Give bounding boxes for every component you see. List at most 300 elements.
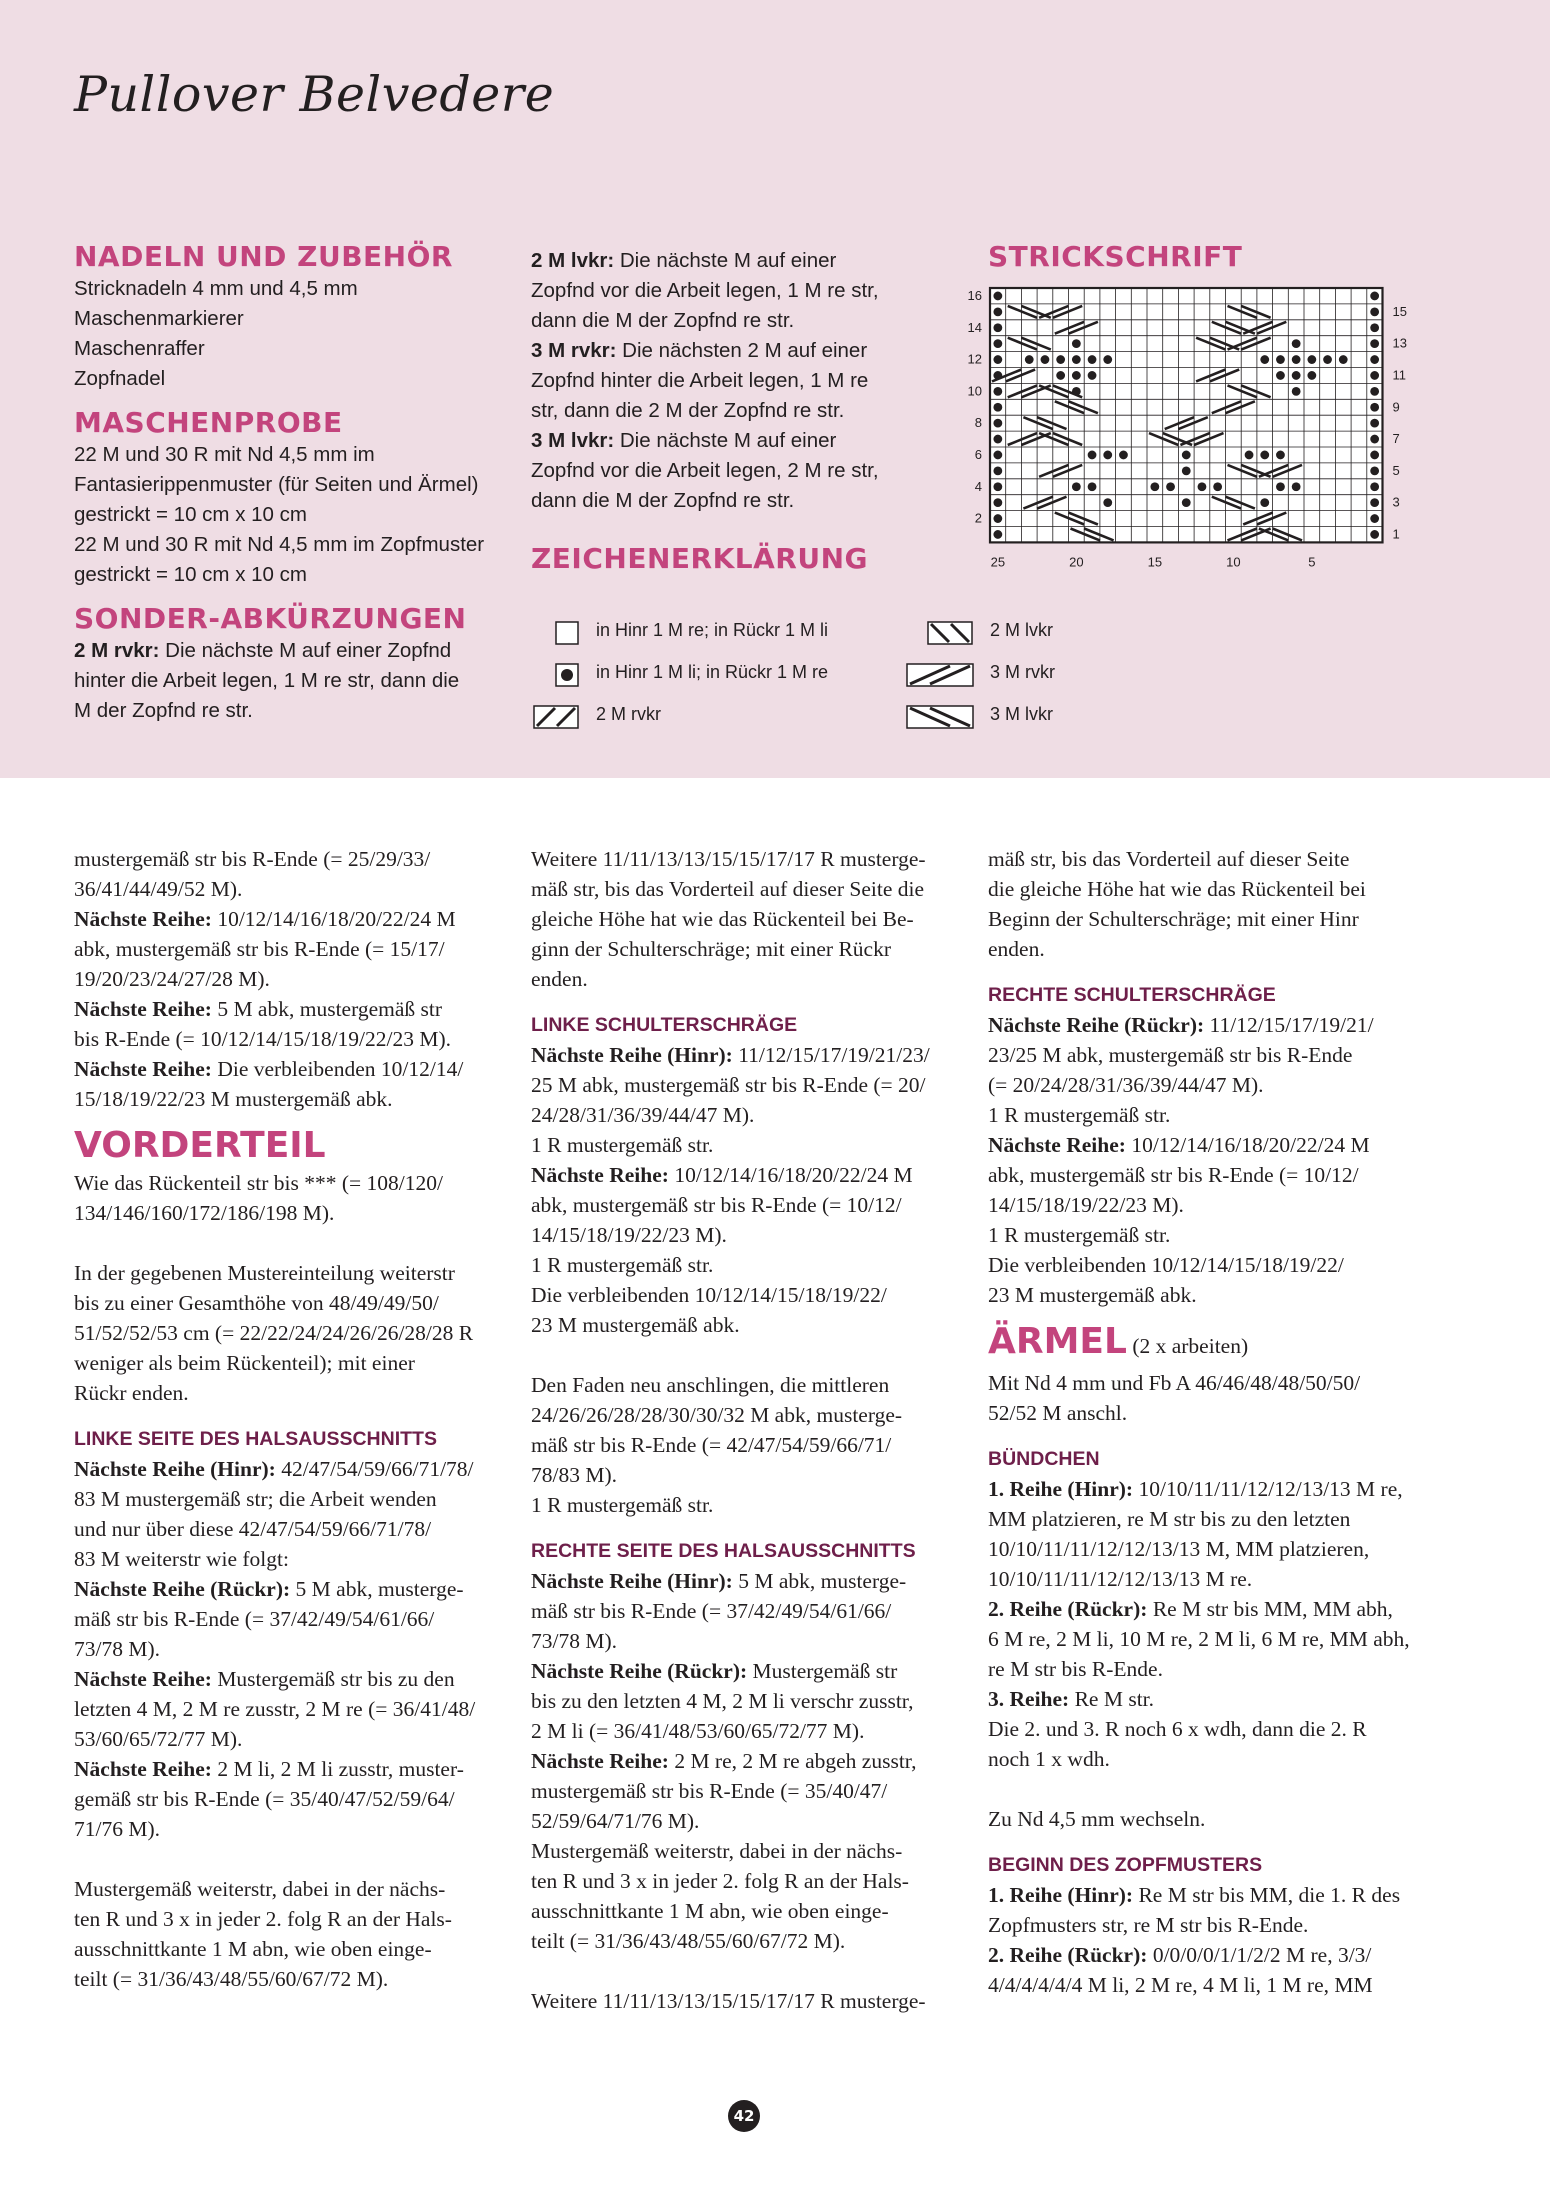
line-text: 0/0/0/0/1/1/2/2 M re, 3/3/ xyxy=(1147,1943,1372,1967)
chart-purl-dot xyxy=(993,482,1002,491)
text-line xyxy=(531,874,971,904)
line-text: Mustergemäß str bis zu den xyxy=(211,1667,455,1691)
text-line xyxy=(531,1566,971,1596)
text-line xyxy=(988,874,1458,904)
chart-purl-dot xyxy=(1370,355,1379,364)
chart-purl-dot xyxy=(1370,451,1379,460)
text-line xyxy=(74,904,514,934)
chart-purl-dot xyxy=(993,498,1002,507)
line-text: enden. xyxy=(531,967,588,991)
line-text: mustergemäß str bis R-Ende (= 35/40/47/ xyxy=(531,1779,888,1803)
text-block xyxy=(531,1566,971,2016)
text-block xyxy=(531,844,971,994)
text-line xyxy=(988,1190,1458,1220)
chart-purl-dot xyxy=(1370,419,1379,428)
abbreviation-text: Die nächste M auf einer xyxy=(614,429,837,452)
subheading-left-shoulder: LINKE SCHULTERSCHRÄGE xyxy=(531,1014,798,1036)
line-text: 24/28/31/36/39/44/47 M). xyxy=(531,1103,755,1127)
abbreviation-term: 3 M rvkr: xyxy=(531,339,617,362)
legend-label: 3 M rvkr xyxy=(990,662,1055,682)
line-text: re M str bis R-Ende. xyxy=(988,1657,1163,1681)
chart-row-label: 15 xyxy=(1392,303,1407,319)
chart-row-label: 8 xyxy=(974,415,982,431)
line-text: gemäß str bis R-Ende (= 35/40/47/52/59/64/ xyxy=(74,1787,455,1811)
line-text: 15/18/19/22/23 M mustergemäß abk. xyxy=(74,1087,393,1111)
chart-purl-dot xyxy=(1182,498,1191,507)
text-line xyxy=(988,1534,1458,1564)
text-line xyxy=(74,1694,514,1724)
chart-purl-dot xyxy=(1276,451,1285,460)
line-text: 1 R mustergemäß str. xyxy=(988,1103,1171,1127)
text-line: Maschenraffer xyxy=(74,337,205,360)
line-text: 24/26/26/28/28/30/30/32 M abk, musterge- xyxy=(531,1403,903,1427)
text-line xyxy=(74,994,514,1024)
chart-row-label: 14 xyxy=(967,319,982,335)
line-text: Die verbleibenden 10/12/14/ xyxy=(211,1057,464,1081)
line-text: 52/59/64/71/76 M). xyxy=(531,1809,700,1833)
line-text: (= 20/24/28/31/36/39/44/47 M). xyxy=(988,1073,1264,1097)
bold-term: Nächste Reihe (Rückr): xyxy=(74,1577,291,1601)
chart-row-label: 5 xyxy=(1392,462,1400,478)
legend-label: in Hinr 1 M re; in Rückr 1 M li xyxy=(596,620,829,640)
text-line xyxy=(531,1836,971,1866)
abbreviation-line xyxy=(531,246,951,276)
chart-purl-dot xyxy=(1292,482,1301,491)
line-text: 14/15/18/19/22/23 M). xyxy=(988,1193,1184,1217)
chart-purl-dot xyxy=(1276,371,1285,380)
text-line xyxy=(74,1784,514,1814)
bold-term: Nächste Reihe: xyxy=(74,1667,212,1691)
line-text: 10/10/11/11/12/12/13/13 M re. xyxy=(988,1567,1253,1591)
chart-purl-dot xyxy=(1260,355,1269,364)
line-text: mäß str bis R-Ende (= 37/42/49/54/61/66/ xyxy=(74,1607,435,1631)
text-line xyxy=(531,1746,971,1776)
abbreviation-text: Zopfnd vor die Arbeit legen, 1 M re str, xyxy=(531,279,879,302)
text-line xyxy=(988,934,1458,964)
chart-purl-dot xyxy=(1370,530,1379,539)
line-text: Rückr enden. xyxy=(74,1381,189,1405)
legend-item-dot-square xyxy=(555,660,935,690)
text-line xyxy=(74,1168,514,1198)
text-line xyxy=(988,1070,1458,1100)
text-line xyxy=(74,1084,514,1114)
legend-item-3m-rvkr xyxy=(906,660,1126,690)
line-text: 5 M abk, mustergemäß str xyxy=(211,997,443,1021)
text-block xyxy=(988,1474,1458,1834)
text-line xyxy=(74,1198,514,1228)
bold-term: Nächste Reihe: xyxy=(531,1163,669,1187)
chart-purl-dot xyxy=(1276,482,1285,491)
text-line xyxy=(531,1370,971,1400)
line-text: 10/12/14/16/18/20/22/24 M xyxy=(211,907,456,931)
chart-purl-dot xyxy=(993,403,1002,412)
aermel-note: (2 x arbeiten) xyxy=(1126,1334,1249,1358)
line-text: 1 R mustergemäß str. xyxy=(531,1133,714,1157)
line-text: Den Faden neu anschlingen, die mittleren xyxy=(531,1373,890,1397)
text-line xyxy=(988,1040,1458,1070)
chart-purl-dot xyxy=(1370,292,1379,301)
line-text: 10/10/11/11/12/12/13/13 M re, xyxy=(1133,1477,1403,1501)
text-line xyxy=(74,1544,514,1574)
empty-square-icon xyxy=(555,621,579,645)
section-heading-needles: NADELN UND ZUBEHÖR xyxy=(74,240,453,273)
chart-row-label: 13 xyxy=(1392,335,1407,351)
chart-purl-dot xyxy=(1056,371,1065,380)
line-text: 2 M li, 2 M li zusstr, muster- xyxy=(211,1757,464,1781)
text-line xyxy=(531,1986,971,2016)
chart-purl-dot xyxy=(1292,371,1301,380)
text-line xyxy=(531,1160,971,1190)
chart-purl-dot xyxy=(1088,355,1097,364)
cable-2m-lvkr-icon xyxy=(927,621,973,645)
text-line xyxy=(74,1054,514,1084)
line-text: 1 R mustergemäß str. xyxy=(531,1253,714,1277)
line-text: MM platzieren, re M str bis zu den letzten xyxy=(988,1507,1351,1531)
line-text: Re M str bis MM, die 1. R des xyxy=(1133,1883,1401,1907)
chart-purl-dot xyxy=(1072,371,1081,380)
line-text: 6 M re, 2 M li, 10 M re, 2 M li, 6 M re, MM abh, xyxy=(988,1627,1410,1651)
paragraph-gap xyxy=(531,1956,971,1986)
text-line xyxy=(988,1280,1458,1310)
text-line: gestrickt = 10 cm x 10 cm xyxy=(74,503,307,526)
text-block xyxy=(531,1040,971,1520)
chart-purl-dot xyxy=(1370,514,1379,523)
line-text: ausschnittkante 1 M abn, wie oben einge- xyxy=(74,1937,432,1961)
text-line xyxy=(531,1596,971,1626)
text-line xyxy=(531,844,971,874)
paragraph-gap xyxy=(988,1774,1458,1804)
text-line xyxy=(988,1910,1458,1940)
line-text: 78/83 M). xyxy=(531,1463,617,1487)
chart-title: STRICKSCHRIFT xyxy=(988,240,1243,273)
chart-purl-dot xyxy=(993,514,1002,523)
chart-purl-dot xyxy=(1150,482,1159,491)
text-line xyxy=(531,1866,971,1896)
knitting-chart xyxy=(960,284,1420,574)
chart-purl-dot xyxy=(1088,451,1097,460)
text-line xyxy=(988,904,1458,934)
chart-row-label: 16 xyxy=(967,287,982,303)
legend-heading: ZEICHENERKLÄRUNG xyxy=(531,542,868,575)
bold-term: Nächste Reihe: xyxy=(74,1057,212,1081)
bold-term: 3. Reihe: xyxy=(988,1687,1070,1711)
chart-purl-dot xyxy=(1370,387,1379,396)
line-text: mäß str, bis das Vorderteil auf dieser Seite xyxy=(988,847,1350,871)
line-text: 2 M li (= 36/41/48/53/60/65/72/77 M). xyxy=(531,1719,865,1743)
chart-purl-dot xyxy=(1370,339,1379,348)
text-line xyxy=(988,1684,1458,1714)
chart-purl-dot xyxy=(1103,451,1112,460)
text-line xyxy=(988,1504,1458,1534)
line-text: Die verbleibenden 10/12/14/15/18/19/22/ xyxy=(988,1253,1344,1277)
text-line: gestrickt = 10 cm x 10 cm xyxy=(74,563,307,586)
text-line xyxy=(74,1964,514,1994)
text-line xyxy=(531,1250,971,1280)
chart-purl-dot xyxy=(1370,371,1379,380)
text-line xyxy=(531,1190,971,1220)
page-number: 42 xyxy=(728,2100,760,2132)
text-line xyxy=(531,1070,971,1100)
text-block xyxy=(74,1168,514,1408)
legend-label: 3 M lvkr xyxy=(990,704,1053,724)
text-line xyxy=(74,1574,514,1604)
line-text: und nur über diese 42/47/54/59/66/71/78/ xyxy=(74,1517,432,1541)
line-text: 19/20/23/24/27/28 M). xyxy=(74,967,270,991)
text-line xyxy=(74,1258,514,1288)
text-block xyxy=(988,1880,1458,2000)
line-text: noch 1 x wdh. xyxy=(988,1747,1110,1771)
text-line xyxy=(531,1100,971,1130)
text-line xyxy=(531,964,971,994)
abbreviation-blocks xyxy=(531,246,951,516)
text-block xyxy=(988,1368,1458,1428)
line-text: 36/41/44/49/52 M). xyxy=(74,877,243,901)
text-line xyxy=(531,904,971,934)
text-line xyxy=(531,1280,971,1310)
line-text: Zu Nd 4,5 mm wechseln. xyxy=(988,1807,1206,1831)
chart-purl-dot xyxy=(1370,435,1379,444)
chart-purl-dot xyxy=(993,530,1002,539)
line-text: 83 M mustergemäß str; die Arbeit wenden xyxy=(74,1487,437,1511)
chart-purl-dot xyxy=(1088,482,1097,491)
legend-item-empty-square xyxy=(555,618,935,648)
chart-column-label: 15 xyxy=(1147,554,1163,570)
line-text: 4/4/4/4/4/4 M li, 2 M re, 4 M li, 1 M re, MM xyxy=(988,1973,1373,1997)
text-line xyxy=(988,1714,1458,1744)
line-text: Re M str bis MM, MM abh, xyxy=(1147,1597,1393,1621)
chart-purl-dot xyxy=(1198,482,1207,491)
line-text: Mit Nd 4 mm und Fb A 46/46/48/48/50/50/ xyxy=(988,1371,1361,1395)
text-line xyxy=(531,1686,971,1716)
line-text: abk, mustergemäß str bis R-Ende (= 15/17/ xyxy=(74,937,445,961)
legend-label: 2 M rvkr xyxy=(596,704,661,724)
text-line xyxy=(988,1940,1458,1970)
bold-term: Nächste Reihe: xyxy=(531,1749,669,1773)
line-text: 23 M mustergemäß abk. xyxy=(531,1313,740,1337)
line-text: abk, mustergemäß str bis R-Ende (= 10/12/ xyxy=(531,1193,902,1217)
line-text: Re M str. xyxy=(1069,1687,1155,1711)
paragraph-gap xyxy=(74,1844,514,1874)
text-line xyxy=(988,1804,1458,1834)
text-line xyxy=(988,1654,1458,1684)
chart-row-label: 4 xyxy=(974,478,982,494)
line-text: teilt (= 31/36/43/48/55/60/67/72 M). xyxy=(74,1967,389,1991)
text-line xyxy=(74,874,514,904)
chart-purl-dot xyxy=(993,355,1002,364)
chart-purl-dot xyxy=(1213,482,1222,491)
line-text: 71/76 M). xyxy=(74,1817,160,1841)
text-line xyxy=(531,1776,971,1806)
line-text: Mustergemäß weiterstr, dabei in der nächs- xyxy=(531,1839,903,1863)
chart-purl-dot xyxy=(1370,307,1379,316)
chart-purl-dot xyxy=(1182,466,1191,475)
text-line xyxy=(74,1634,514,1664)
text-block xyxy=(988,1010,1458,1310)
line-text: mäß str bis R-Ende (= 42/47/54/59/66/71/ xyxy=(531,1433,892,1457)
line-text: bis zu einer Gesamthöhe von 48/49/49/50/ xyxy=(74,1291,439,1315)
text-line: Zopfnadel xyxy=(74,367,166,390)
text-line xyxy=(531,1806,971,1836)
text-line xyxy=(531,1130,971,1160)
text-line xyxy=(531,1716,971,1746)
bold-term: 2. Reihe (Rückr): xyxy=(988,1597,1148,1621)
chart-row-label: 3 xyxy=(1392,494,1400,510)
legend-label: 2 M lvkr xyxy=(990,620,1053,640)
line-text: 52/52 M anschl. xyxy=(988,1401,1128,1425)
abbreviation-text: Zopfnd vor die Arbeit legen, 2 M re str, xyxy=(531,459,879,482)
line-text: Weitere 11/11/13/13/15/15/17/17 R musterge- xyxy=(531,847,926,871)
chart-purl-dot xyxy=(1103,498,1112,507)
text-line xyxy=(988,1010,1458,1040)
line-text: 5 M abk, musterge- xyxy=(290,1577,464,1601)
line-text: Die verbleibenden 10/12/14/15/18/19/22/ xyxy=(531,1283,887,1307)
chart-purl-dot xyxy=(1072,482,1081,491)
top-column-2 xyxy=(531,246,951,576)
abbreviation-text: str, dann die 2 M der Zopfnd re str. xyxy=(531,399,845,422)
text-line xyxy=(74,1814,514,1844)
line-text: Die 2. und 3. R noch 6 x wdh, dann die 2. R xyxy=(988,1717,1367,1741)
bold-term: Nächste Reihe: xyxy=(74,907,212,931)
line-text: 1 R mustergemäß str. xyxy=(531,1493,714,1517)
text-line xyxy=(988,1368,1458,1398)
text-line: 22 M und 30 R mit Nd 4,5 mm im xyxy=(74,443,375,466)
chart-purl-dot xyxy=(1307,371,1316,380)
line-text: 11/12/15/17/19/21/23/ xyxy=(732,1043,930,1067)
line-text: mustergemäß str bis R-Ende (= 25/29/33/ xyxy=(74,847,431,871)
abbreviation-text: Zopfnd hinter die Arbeit legen, 1 M re xyxy=(531,369,869,392)
abbreviation-term: 2 M lvkr: xyxy=(531,249,615,272)
line-text: ginn der Schulterschräge; mit einer Rückr xyxy=(531,937,892,961)
chart-row-label: 10 xyxy=(967,383,982,399)
chart-purl-dot xyxy=(1370,498,1379,507)
text-line xyxy=(531,934,971,964)
chart-purl-dot xyxy=(993,451,1002,460)
text-line xyxy=(74,1348,514,1378)
bold-term: Nächste Reihe (Hinr): xyxy=(74,1457,276,1481)
chart-purl-dot xyxy=(993,323,1002,332)
line-text: 25 M abk, mustergemäß str bis R-Ende (= 20/ xyxy=(531,1073,926,1097)
line-text: bis zu den letzten 4 M, 2 M li verschr zusstr, xyxy=(531,1689,914,1713)
chart-row-label: 2 xyxy=(974,510,982,526)
line-text: 73/78 M). xyxy=(74,1637,160,1661)
legend-item-2m-rvkr xyxy=(533,702,833,732)
line-text: mäß str bis R-Ende (= 37/42/49/54/61/66/ xyxy=(531,1599,892,1623)
chart-column-label: 5 xyxy=(1308,554,1316,570)
line-text: letzten 4 M, 2 M re zusstr, 2 M re (= 36/41/48/ xyxy=(74,1697,476,1721)
text-line xyxy=(988,1130,1458,1160)
line-text: ten R und 3 x in jeder 2. folg R an der Hals- xyxy=(531,1869,909,1893)
text-line xyxy=(531,1430,971,1460)
chart-purl-dot xyxy=(1182,451,1191,460)
page-title: Pullover Belvedere xyxy=(74,66,555,123)
chart-purl-dot xyxy=(1292,387,1301,396)
line-text: 5 M abk, musterge- xyxy=(732,1569,907,1593)
abbreviation-text: Die nächste M auf einer Zopfnd xyxy=(159,639,452,662)
chart-purl-dot xyxy=(1292,355,1301,364)
bold-term: Nächste Reihe (Rückr): xyxy=(988,1013,1205,1037)
text-line xyxy=(74,1024,514,1054)
bold-term: Nächste Reihe: xyxy=(74,1757,212,1781)
body-column-2 xyxy=(531,844,971,2016)
chart-purl-dot xyxy=(1370,482,1379,491)
subheading-left-neckline: LINKE SEITE DES HALSAUSSCHNITTS xyxy=(74,1428,437,1450)
chart-purl-dot xyxy=(1072,355,1081,364)
bold-term: Nächste Reihe (Hinr): xyxy=(531,1569,733,1593)
chart-purl-dot xyxy=(1260,498,1269,507)
text-block xyxy=(988,844,1458,964)
chart-purl-dot xyxy=(1166,482,1175,491)
line-text: mäß str, bis das Vorderteil auf dieser Seite die xyxy=(531,877,925,901)
abbreviation-text: Die nächsten 2 M auf einer xyxy=(616,339,868,362)
chart-purl-dot xyxy=(993,419,1002,428)
dot-square-icon xyxy=(555,663,579,687)
chart-column-label: 10 xyxy=(1226,554,1241,570)
text-line xyxy=(988,1398,1458,1428)
abbreviation-text: dann die M der Zopfnd re str. xyxy=(531,489,795,512)
chart-purl-dot xyxy=(1276,355,1285,364)
line-text: In der gegebenen Mustereinteilung weiterstr xyxy=(74,1261,455,1285)
line-text: Zopfmusters str, re M str bis R-Ende. xyxy=(988,1913,1309,1937)
line-text: ausschnittkante 1 M abn, wie oben einge- xyxy=(531,1899,889,1923)
text-line xyxy=(531,1656,971,1686)
abbreviation-term: 3 M lvkr: xyxy=(531,429,615,452)
chart-row-label: 6 xyxy=(974,446,982,462)
chart-purl-dot xyxy=(1292,339,1301,348)
chart-purl-dot xyxy=(1041,355,1050,364)
line-text: 10/12/14/16/18/20/22/24 M xyxy=(1125,1133,1370,1157)
text-line xyxy=(74,1484,514,1514)
legend-item-3m-lvkr xyxy=(906,702,1126,732)
text-block xyxy=(74,1454,514,1994)
cable-3m-lvkr-icon xyxy=(906,705,974,729)
text-line xyxy=(74,1378,514,1408)
text-line xyxy=(531,1040,971,1070)
aermel-title: ÄRMEL xyxy=(988,1321,1127,1362)
chart-purl-dot xyxy=(1056,355,1065,364)
line-text: Mustergemäß str xyxy=(747,1659,898,1683)
text-line xyxy=(74,1904,514,1934)
line-text: 10/12/14/16/18/20/22/24 M xyxy=(668,1163,913,1187)
chart-column-label: 25 xyxy=(990,554,1006,570)
line-text: 134/146/160/172/186/198 M). xyxy=(74,1201,335,1225)
legend-label: in Hinr 1 M li; in Rückr 1 M re xyxy=(596,662,829,682)
line-text: Beginn der Schulterschräge; mit einer Hinr xyxy=(988,907,1359,931)
line-text: 1 R mustergemäß str. xyxy=(988,1223,1171,1247)
text-line xyxy=(988,1594,1458,1624)
abbreviation-text: hinter die Arbeit legen, 1 M re str, dann die xyxy=(74,669,460,692)
bold-term: Nächste Reihe (Rückr): xyxy=(531,1659,748,1683)
text-line xyxy=(988,1970,1458,2000)
text-line xyxy=(531,1220,971,1250)
text-line xyxy=(988,844,1458,874)
subheading-cable-start: BEGINN DES ZOPFMUSTERS xyxy=(988,1854,1263,1876)
text-line xyxy=(988,1744,1458,1774)
paragraph-gap xyxy=(74,1228,514,1258)
chart-purl-dot xyxy=(993,387,1002,396)
text-line: 22 M und 30 R mit Nd 4,5 mm im Zopfmuster xyxy=(74,533,485,556)
chart-purl-dot xyxy=(993,435,1002,444)
text-line xyxy=(988,1100,1458,1130)
text-line xyxy=(988,1624,1458,1654)
line-text: die gleiche Höhe hat wie das Rückenteil bei xyxy=(988,877,1366,901)
chart-purl-dot xyxy=(993,466,1002,475)
chart-purl-dot xyxy=(993,307,1002,316)
line-text: 14/15/18/19/22/23 M). xyxy=(531,1223,727,1247)
chart-purl-dot xyxy=(993,339,1002,348)
needles-list xyxy=(74,274,514,394)
line-text: 51/52/52/53 cm (= 22/22/24/24/26/26/28/28 R xyxy=(74,1321,474,1345)
text-line xyxy=(74,1514,514,1544)
